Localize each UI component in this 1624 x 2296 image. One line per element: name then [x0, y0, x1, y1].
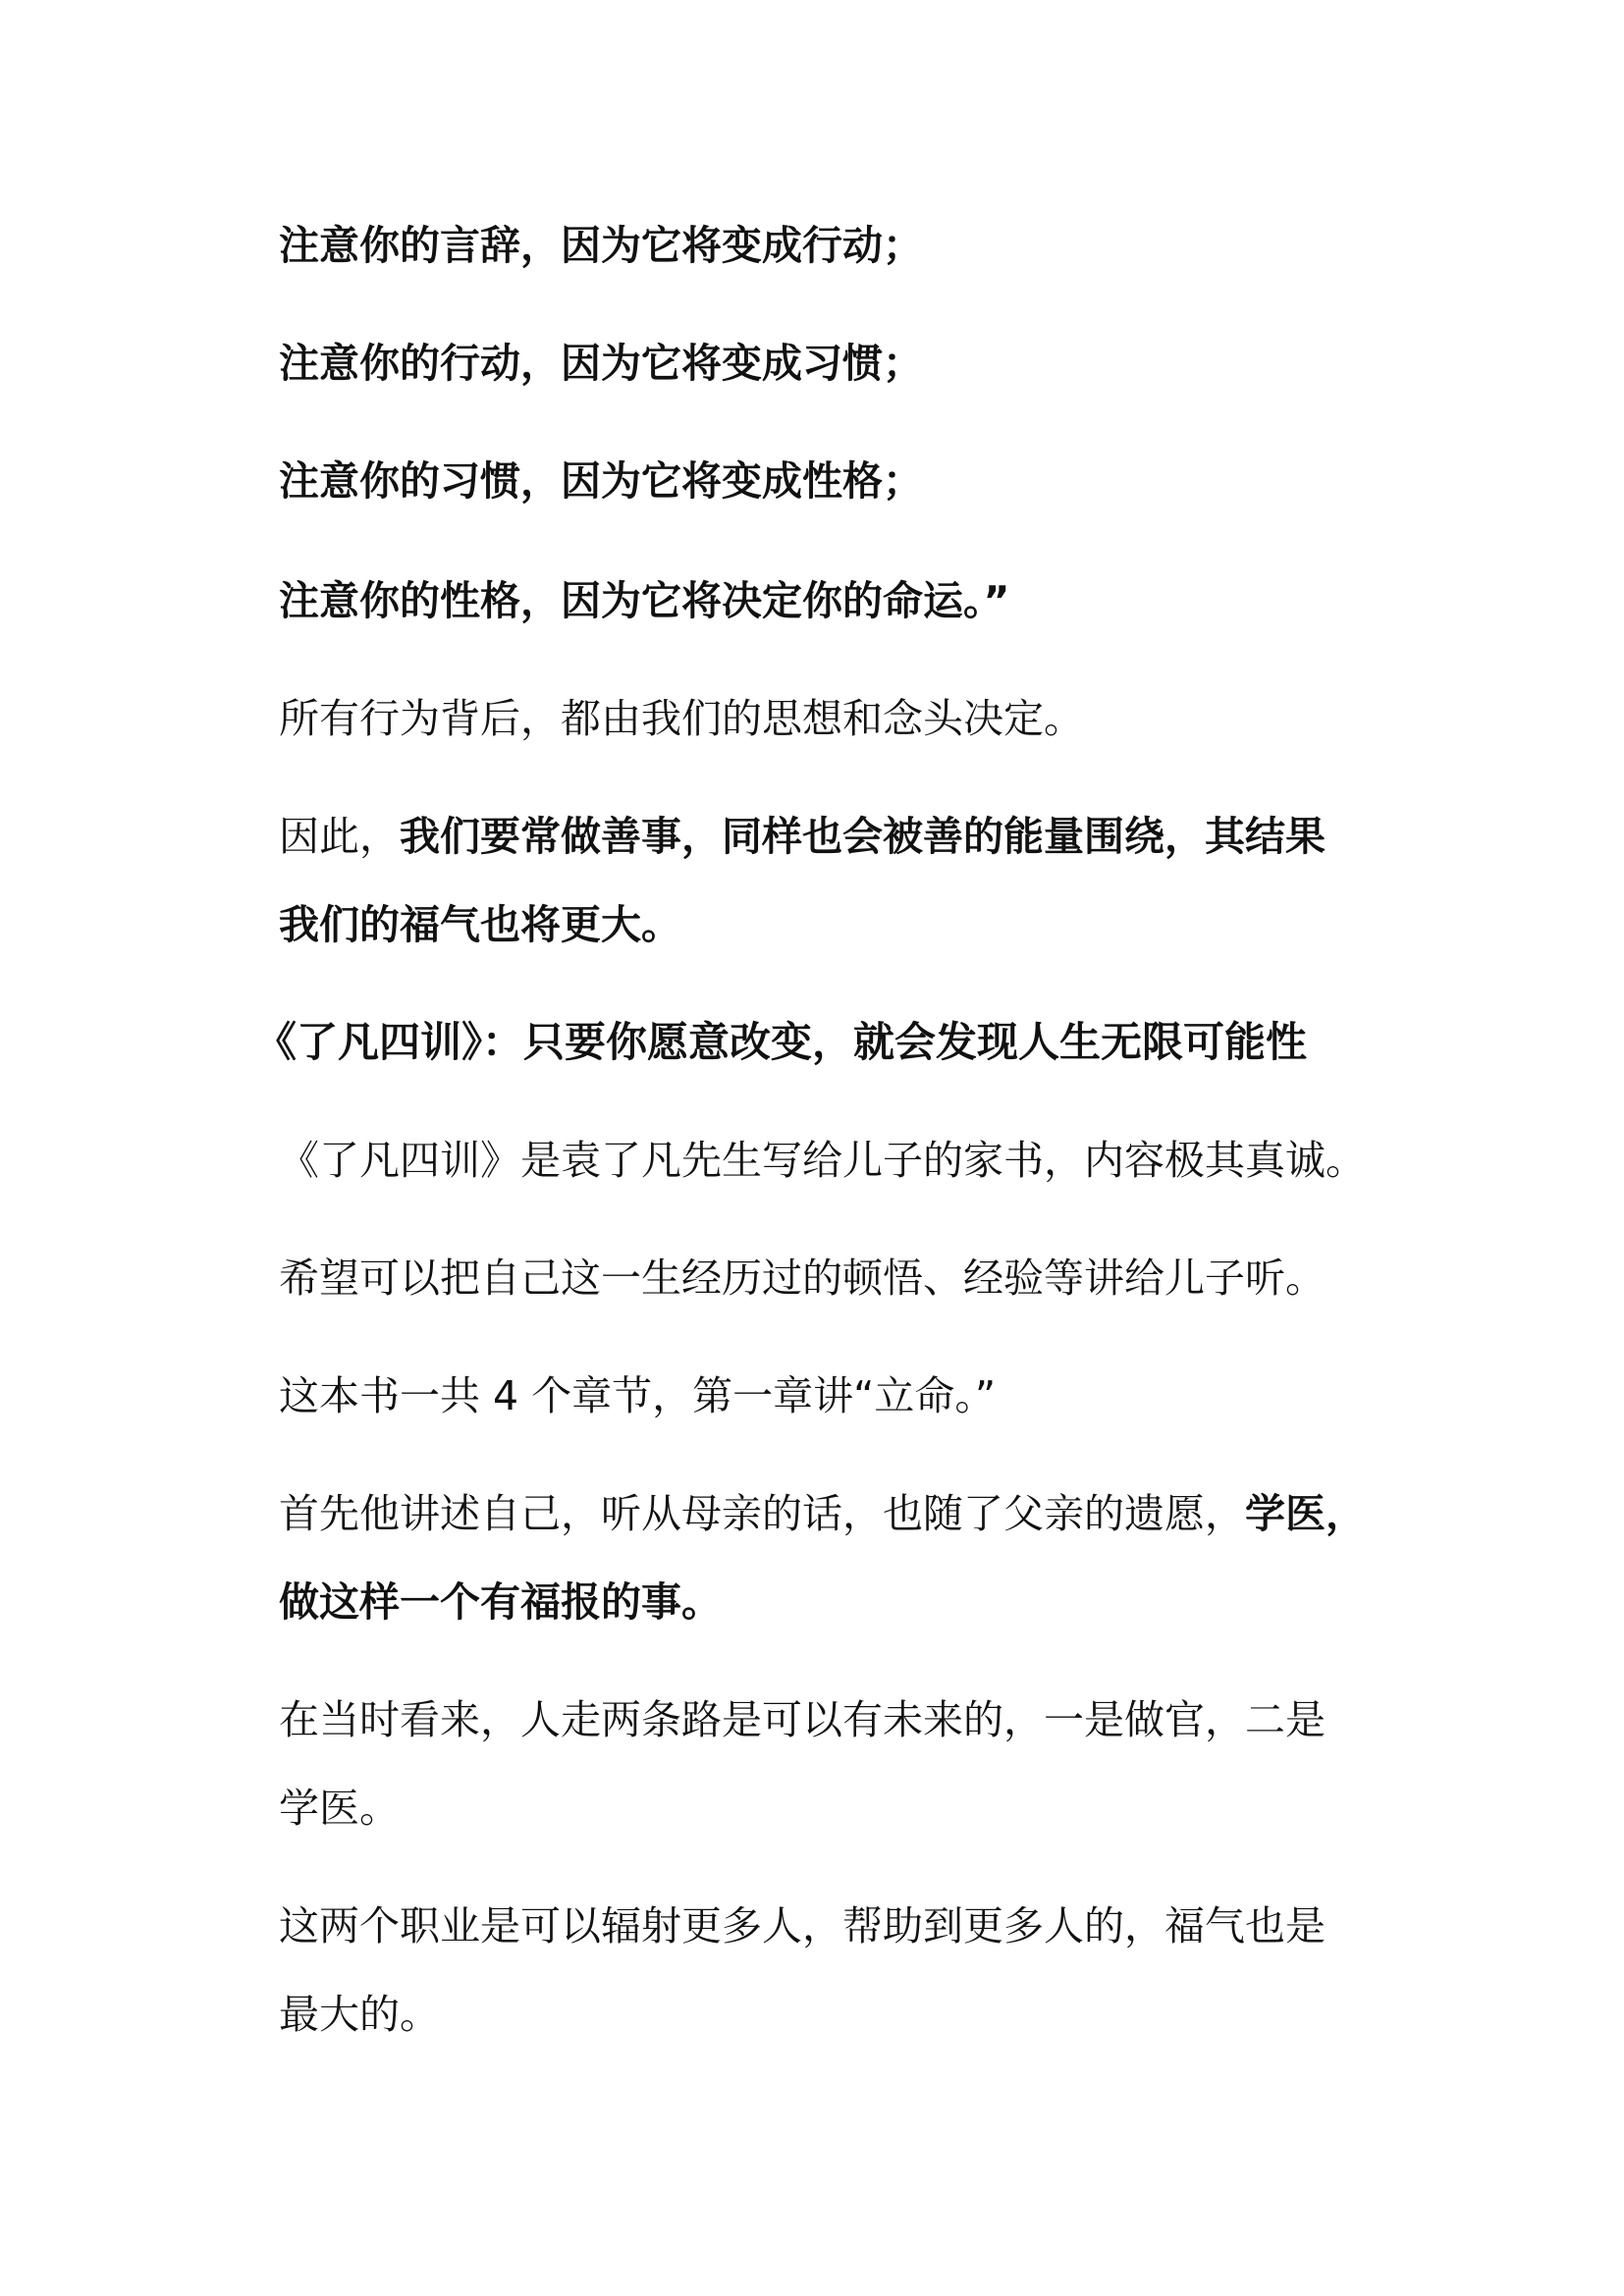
paragraph-two-paths-line-2: 学医。 — [279, 1785, 400, 1832]
paragraph-professions-line-2: 最大的。 — [279, 1991, 440, 2038]
paragraph-professions-line-1: 这两个职业是可以辐射更多人，帮助到更多人的，福气也是 — [279, 1902, 1326, 1949]
paragraph-chapters: 这本书一共 4 个章节，第一章讲“立命。” — [279, 1372, 997, 1419]
paragraph-experience: 希望可以把自己这一生经历过的顿悟、经验等讲给儿子听。 — [279, 1255, 1326, 1302]
quote-line-4: 注意你的性格，因为它将决定你的命运。” — [279, 577, 1010, 624]
paragraph-medicine-line-1 — [279, 1488, 1379, 1539]
paragraph-medicine-line-2: 做这样一个有福报的事。 — [279, 1578, 722, 1626]
paragraph-two-paths-line-1: 在当时看来，人走两条路是可以有未来的，一是做官，二是 — [279, 1696, 1326, 1743]
section-heading: 《了凡四训》：只要你愿意改变，就会发现人生无限可能性 — [255, 1018, 1308, 1066]
quote-line-1: 注意你的言辞，因为它将变成行动； — [279, 222, 923, 269]
paragraph-good-deeds-bold-1: 我们要常做善事，同样也会被善的能量围绕，其结果 — [400, 813, 1326, 860]
quote-line-2: 注意你的行动，因为它将变成习惯； — [279, 340, 923, 387]
paragraph-good-deeds-lead: 因此， — [279, 813, 400, 860]
paragraph-good-deeds-line-2: 我们的福气也将更大。 — [279, 901, 681, 948]
paragraph-family-letter: 《了凡四训》是袁了凡先生写给儿子的家书，内容极其真诚。 — [279, 1137, 1366, 1184]
paragraph-medicine-plain: 首先他讲述自己，听从母亲的话，也随了父亲的遗愿， — [279, 1490, 1245, 1537]
paragraph-medicine-bold: 学医， — [1245, 1490, 1366, 1537]
paragraph-good-deeds-line-1 — [279, 811, 1379, 862]
paragraph-thoughts: 所有行为背后，都由我们的思想和念头决定。 — [279, 695, 1084, 742]
quote-line-3: 注意你的习惯，因为它将变成性格； — [279, 457, 923, 505]
